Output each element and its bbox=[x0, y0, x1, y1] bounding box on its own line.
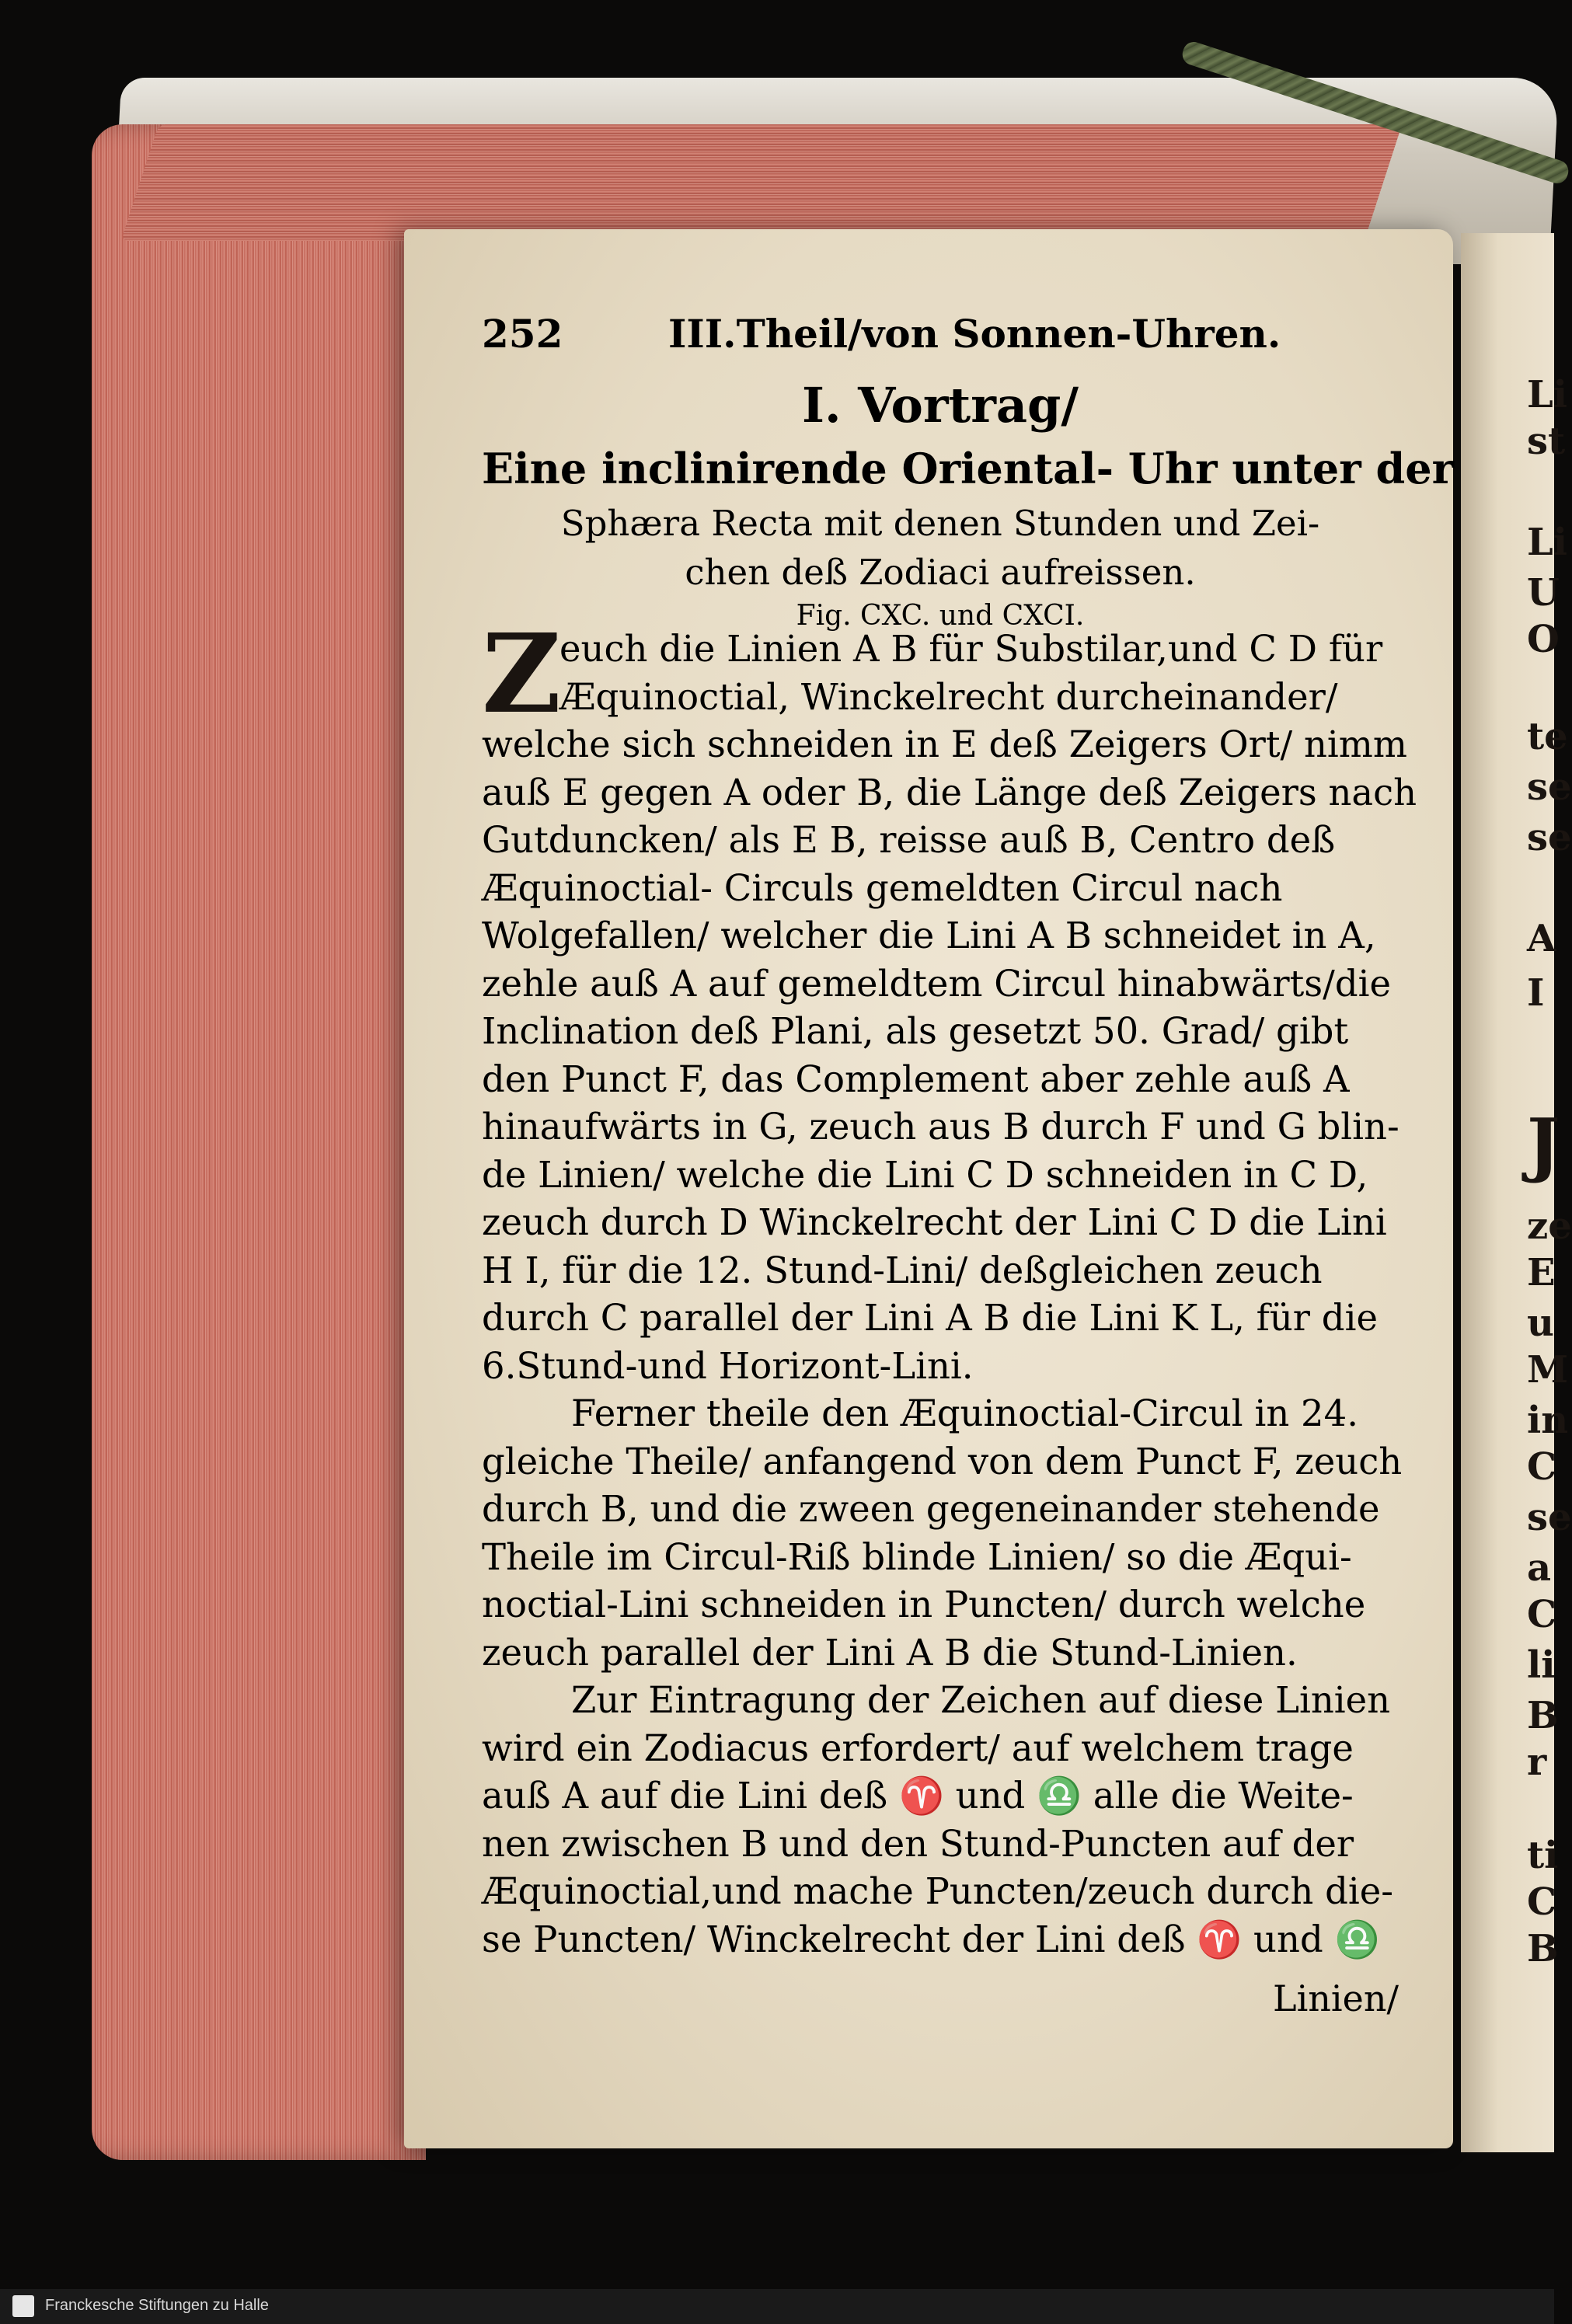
text-line: hinaufwärts in G, zeuch aus B durch F und G blin- bbox=[482, 1106, 1399, 1148]
text-line: H I, für die 12. Stund-Lini/ deßgleichen zeuch bbox=[482, 1249, 1323, 1291]
footer-bar bbox=[0, 2289, 1554, 2324]
drop-cap: Z bbox=[482, 611, 562, 738]
text-line: Ferner theile den Æquinoctial-Circul in 24. bbox=[571, 1392, 1359, 1434]
right-page-fragment: se bbox=[1527, 816, 1572, 859]
right-page-fragment: Li bbox=[1527, 521, 1567, 564]
right-page-fragment: J bbox=[1527, 1103, 1560, 1186]
text-line: welche sich schneiden in E deß Zeigers Ort/ nimm bbox=[482, 723, 1407, 765]
text-line: Theile im Circul-Riß blinde Linien/ so die Æqui- bbox=[482, 1535, 1352, 1578]
right-page-fragment: se bbox=[1527, 765, 1572, 809]
heading-line-4: chen deß Zodiaci aufreissen. bbox=[685, 552, 1196, 593]
text-line: auß A auf die Lini deß ♈ und ♎ alle die Weite- bbox=[482, 1775, 1354, 1817]
right-page-fragment: U bbox=[1527, 571, 1560, 615]
right-page-fragment: I bbox=[1527, 971, 1545, 1015]
right-page-fragment: C bbox=[1527, 1880, 1557, 1924]
right-page-fragment: li bbox=[1527, 1643, 1556, 1687]
right-page-fragment: O bbox=[1527, 618, 1560, 661]
heading-line-3: Sphæra Recta mit denen Stunden und Zei- bbox=[560, 503, 1320, 544]
heading-line-2: Eine inclinirende Oriental- Uhr unter der bbox=[482, 444, 1455, 493]
catchword: Linien/ bbox=[1273, 1977, 1399, 2019]
page-edges-side bbox=[92, 124, 426, 2160]
text-line: zeuch durch D Winckelrecht der Lini C D die Lini bbox=[482, 1201, 1387, 1243]
heading-line-1: I. Vortrag/ bbox=[801, 377, 1079, 434]
right-page-fragment: Li bbox=[1527, 373, 1567, 416]
right-page-fragment: te bbox=[1527, 715, 1568, 758]
right-page-fragment: ti bbox=[1527, 1834, 1559, 1877]
right-page-fragment: in bbox=[1527, 1399, 1569, 1442]
running-title: III.Theil/von Sonnen-Uhren. bbox=[668, 311, 1281, 357]
section-heading bbox=[482, 373, 1455, 636]
text-line: Æquinoctial, Winckelrecht durcheinander/ bbox=[559, 675, 1338, 718]
text-line: Æquinoctial,und mache Puncten/zeuch durch die- bbox=[482, 1870, 1393, 1912]
text-line: noctial-Lini schneiden in Puncten/ durch welche bbox=[482, 1584, 1366, 1625]
right-page-fragment: C bbox=[1527, 1445, 1557, 1489]
right-page-fragment: se bbox=[1527, 1496, 1572, 1539]
text-line: Zur Eintragung der Zeichen auf diese Linien bbox=[571, 1679, 1391, 1721]
running-head bbox=[482, 311, 1399, 365]
text-line: nen zwischen B und den Stund-Puncten auf der bbox=[482, 1822, 1354, 1865]
right-page-fragment: u bbox=[1527, 1301, 1554, 1345]
right-page-fragment: M bbox=[1527, 1348, 1569, 1392]
text-line: gleiche Theile/ anfangend von dem Punct F, zeuch bbox=[482, 1440, 1403, 1483]
text-line: Inclination deß Plani, als gesetzt 50. Grad/ gibt bbox=[482, 1010, 1349, 1052]
text-line: zehle auß A auf gemeldtem Circul hinabwärts/die bbox=[482, 962, 1391, 1005]
right-page-fragment: B bbox=[1527, 1694, 1559, 1737]
text-line: zeuch parallel der Lini A B die Stund-Linien. bbox=[482, 1631, 1298, 1674]
text-line: euch die Linien A B für Substilar,und C D für bbox=[559, 628, 1383, 670]
right-page-fragment: A bbox=[1527, 917, 1556, 960]
right-page-fragment: E bbox=[1527, 1251, 1556, 1294]
text-line: Æquinoctial- Circuls gemeldten Circul nach bbox=[482, 866, 1283, 909]
institution-logo-icon bbox=[12, 2295, 34, 2317]
right-page-fragment: r bbox=[1527, 1740, 1547, 1784]
institution-name: Franckesche Stiftungen zu Halle bbox=[45, 2297, 269, 2314]
text-line: wird ein Zodiacus erfordert/ auf welchem trage bbox=[482, 1726, 1354, 1769]
figure-reference: Fig. CXC. und CXCI. bbox=[796, 600, 1085, 632]
text-line: den Punct F, das Complement aber zehle auß A bbox=[482, 1057, 1350, 1100]
text-line: durch B, und die zween gegeneinander stehende bbox=[482, 1488, 1380, 1530]
right-page-fragment: ze bbox=[1527, 1204, 1572, 1248]
right-page-fragment: a bbox=[1527, 1546, 1552, 1590]
right-page-fragment: st bbox=[1527, 420, 1566, 463]
text-line: 6.Stund-und Horizont-Lini. bbox=[482, 1344, 974, 1387]
text-line: Wolgefallen/ welcher die Lini A B schneidet in A, bbox=[482, 915, 1376, 956]
text-line: se Puncten/ Winckelrecht der Lini deß ♈ und ♎ bbox=[482, 1918, 1380, 1960]
text-line: durch C parallel der Lini A B die Lini K L, für die bbox=[482, 1297, 1378, 1339]
right-page-fragment: C bbox=[1527, 1593, 1557, 1636]
text-line: Gutduncken/ als E B, reisse auß B, Centro deß bbox=[482, 819, 1336, 861]
page-number: 252 bbox=[482, 311, 563, 357]
right-page-fragment: B bbox=[1527, 1927, 1559, 1970]
text-line: auß E gegen A oder B, die Länge deß Zeigers nach bbox=[482, 771, 1417, 814]
text-line: de Linien/ welche die Lini C D schneiden in C D, bbox=[482, 1153, 1368, 1196]
page-edges-top bbox=[121, 124, 1403, 241]
